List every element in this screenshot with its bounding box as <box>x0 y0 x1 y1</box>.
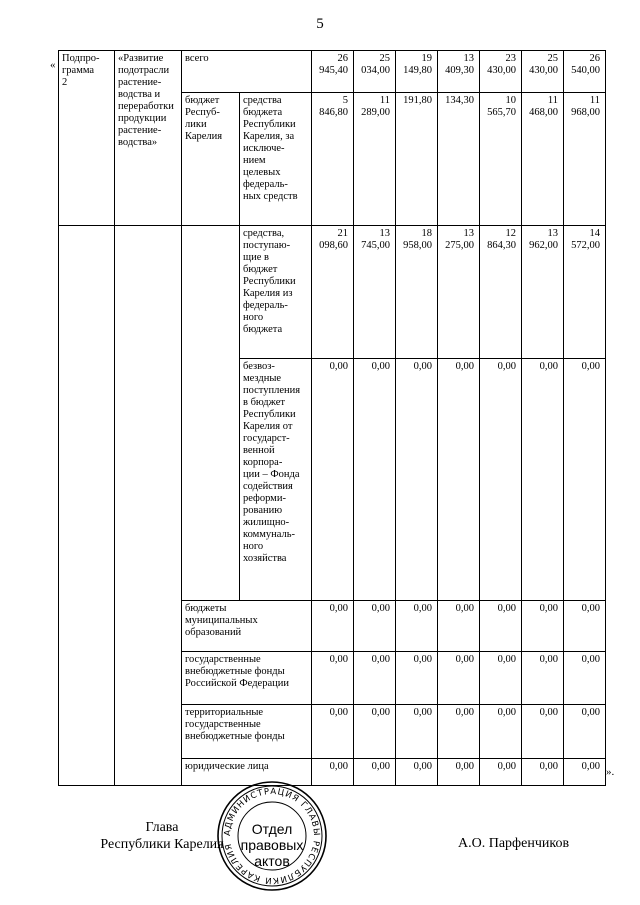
funding-source-continued <box>182 226 240 601</box>
value-cell: 0,00 <box>438 652 480 705</box>
funding-source-cell: всего <box>182 51 312 93</box>
funding-subsource-cell: безвоз- мездные поступления в бюджет Республики Карелия от государст- венной корпора- ции – Фонда содействия реформи- рованию жилищно- коммуналь- ного хозяйства <box>240 359 312 601</box>
value-cell: 11 289,00 <box>354 93 396 226</box>
value-cell: 0,00 <box>354 705 396 759</box>
value-cell: 0,00 <box>396 652 438 705</box>
value-cell: 13 962,00 <box>522 226 564 359</box>
opening-quote: « <box>50 59 56 71</box>
value-cell: 0,00 <box>396 601 438 652</box>
value-cell: 0,00 <box>522 652 564 705</box>
value-cell: 0,00 <box>396 759 438 786</box>
funding-source-cell: бюджет Респуб- лики Карелия <box>182 93 240 226</box>
value-cell: 0,00 <box>438 359 480 601</box>
value-cell: 11 968,00 <box>564 93 606 226</box>
value-cell: 13 745,00 <box>354 226 396 359</box>
signatory-name: А.О. Парфенчиков <box>458 836 570 851</box>
value-cell: 0,00 <box>480 705 522 759</box>
value-cell: 0,00 <box>564 652 606 705</box>
value-cell: 0,00 <box>564 359 606 601</box>
value-cell: 0,00 <box>354 359 396 601</box>
value-cell: 14 572,00 <box>564 226 606 359</box>
value-cell: 0,00 <box>396 705 438 759</box>
value-cell: 0,00 <box>312 601 354 652</box>
value-cell: 13 275,00 <box>438 226 480 359</box>
value-cell: 0,00 <box>438 601 480 652</box>
value-cell: 12 864,30 <box>480 226 522 359</box>
funding-subsource-cell: средства бюджета Республики Карелия, за исключе- нием целевых федераль- ных средств <box>240 93 312 226</box>
value-cell: 191,80 <box>396 93 438 226</box>
page-number: 5 <box>316 16 324 32</box>
value-cell: 0,00 <box>312 652 354 705</box>
value-cell: 18 958,00 <box>396 226 438 359</box>
value-cell: 0,00 <box>480 759 522 786</box>
value-cell: 0,00 <box>480 652 522 705</box>
value-cell: 0,00 <box>522 705 564 759</box>
funding-source-cell: бюджеты муниципальных образований <box>182 601 312 652</box>
value-cell: 0,00 <box>480 359 522 601</box>
value-cell: 0,00 <box>354 601 396 652</box>
funding-source-cell: юридические лица <box>182 759 312 786</box>
value-cell: 0,00 <box>564 705 606 759</box>
value-cell: 13 409,30 <box>438 51 480 93</box>
value-cell: 0,00 <box>354 759 396 786</box>
value-cell: 19 149,80 <box>396 51 438 93</box>
value-cell: 26 945,40 <box>312 51 354 93</box>
value-cell: 0,00 <box>312 359 354 601</box>
svg-text:АДМИНИСТРАЦИЯ ГЛАВЫ РЕСПУБЛИКИ: АДМИНИСТРАЦИЯ ГЛАВЫ РЕСПУБЛИКИ КАРЕЛИЯ <box>222 786 322 886</box>
signatory-title: Глава Республики Карелия <box>100 820 224 852</box>
value-cell: 10 565,70 <box>480 93 522 226</box>
value-cell: 0,00 <box>522 601 564 652</box>
value-cell: 134,30 <box>438 93 480 226</box>
value-cell: 11 468,00 <box>522 93 564 226</box>
value-cell: 0,00 <box>522 359 564 601</box>
funding-source-cell: территориальные государственные внебюджетные фонды <box>182 705 312 759</box>
value-cell: 0,00 <box>354 652 396 705</box>
funding-source-cell: государственные внебюджетные фонды Российской Федерации <box>182 652 312 705</box>
funding-subsource-cell: средства, поступаю- щие в бюджет Республики Карелия из федераль- ного бюджета <box>240 226 312 359</box>
table-row <box>59 51 606 93</box>
value-cell: 5 846,80 <box>312 93 354 226</box>
value-cell: 0,00 <box>564 759 606 786</box>
table-row <box>59 226 606 359</box>
subprogram-name-cell: «Развитие подотрасли растение- водства и переработки продукции растение- водства» <box>115 51 182 226</box>
stamp-center-text: Отдел правовых актов <box>240 821 304 869</box>
value-cell: 0,00 <box>312 759 354 786</box>
value-cell: 0,00 <box>522 759 564 786</box>
closing-quote: ». <box>606 766 615 778</box>
value-cell: 0,00 <box>438 759 480 786</box>
value-cell: 0,00 <box>480 601 522 652</box>
value-cell: 0,00 <box>312 705 354 759</box>
subprogram-name-continued <box>115 226 182 786</box>
funding-table <box>58 50 606 786</box>
value-cell: 0,00 <box>564 601 606 652</box>
value-cell: 25 034,00 <box>354 51 396 93</box>
subprogram-number-cell: Подпро- грамма 2 <box>59 51 115 226</box>
value-cell: 0,00 <box>438 705 480 759</box>
subprogram-number-continued <box>59 226 115 786</box>
value-cell: 26 540,00 <box>564 51 606 93</box>
value-cell: 25 430,00 <box>522 51 564 93</box>
value-cell: 21 098,60 <box>312 226 354 359</box>
value-cell: 0,00 <box>396 359 438 601</box>
value-cell: 23 430,00 <box>480 51 522 93</box>
